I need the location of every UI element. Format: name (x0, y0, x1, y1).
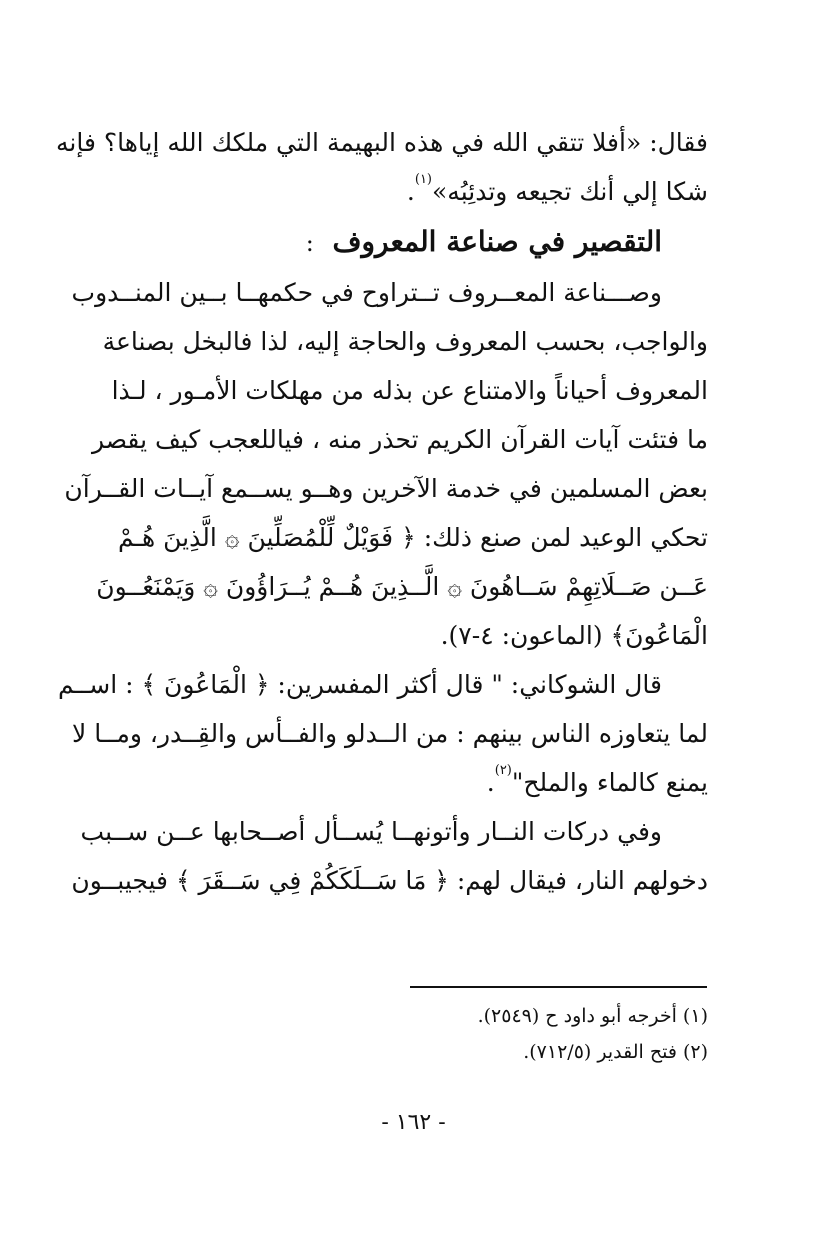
section-title: التقصير في صناعة المعروف (332, 225, 662, 258)
page-number: - ١٦٢ - (381, 1110, 446, 1135)
footnote-ref[interactable]: (٢) (494, 763, 512, 778)
footnotes (118, 998, 708, 1070)
text-line: شكا إلي أنك تجيعه وتدئِبُه»$^{(١)}$. (406, 172, 708, 206)
quran-verse-line: تحكي الوعيد لمن صنع ذلك: ﴿ فَوَيْلٌ لِّلْمُصَلِّينَ ۞ الَّذِينَ هُـمْ (118, 523, 708, 552)
text-line: لما يتعاوزه الناس بينهم : من الــدلو والفــأس والقِــدر، ومــا لا (72, 719, 708, 748)
text-line: ما فتئت آيات القرآن الكريم تحذر منه ، فياللعجب كيف يقصر (91, 425, 708, 454)
text-line: قال الشوكاني: " قال أكثر المفسرين: ﴿ الْمَاعُونَ ﴾ : اســم (57, 670, 662, 699)
text-line: المعروف أحياناً والامتناع عن بذله من مهلكات الأمـور ، لـذا (111, 376, 708, 405)
text-line: وصـــناعة المعــروف تــتراوح في حكمهــا بــين المنــدوب (71, 278, 662, 307)
text-line: بعض المسلمين في خدمة الآخرين وهــو يســمع آيــات القــرآن (64, 474, 708, 503)
footnote: (١) أخرجه أبو داود ح (٢٥٤٩). (477, 1005, 708, 1027)
text-line: يمنع كالماء والملح"$^{(٢)}$. (486, 763, 708, 797)
footnote: (٢) فتح القدير (٧١٢/٥). (523, 1041, 708, 1063)
footnote-ref[interactable]: (١) (414, 172, 432, 187)
section-heading (118, 216, 708, 268)
text-line: والواجب، بحسب المعروف والحاجة إليه، لذا فالبخل بصناعة (102, 327, 708, 356)
text-line: دخولهم النار، فيقال لهم: ﴿ مَا سَــلَكَكُمْ فِي سَــقَرَ ﴾ فيجيبــون (71, 866, 708, 895)
heading-colon: : (305, 229, 314, 257)
quran-verse-line: عَــن صَــلَاتِهِمْ سَــاهُونَ ۞ الَّــذِينَ هُــمْ يُــرَاؤُونَ ۞ وَيَمْنَعُــونَ (96, 572, 708, 601)
quran-verse-line: الْمَاعُونَ﴾ (الماعون: ٤-٧). (440, 621, 708, 650)
main-text (55, 118, 708, 905)
footnote-divider (410, 986, 707, 988)
text-line: وفي دركات النــار وأتونهــا يُســأل أصــحابها عــن ســبب (80, 817, 662, 846)
text-line: فقال: «أفلا تتقي الله في هذه البهيمة التي ملكك الله إياها؟ فإنه (55, 128, 708, 157)
